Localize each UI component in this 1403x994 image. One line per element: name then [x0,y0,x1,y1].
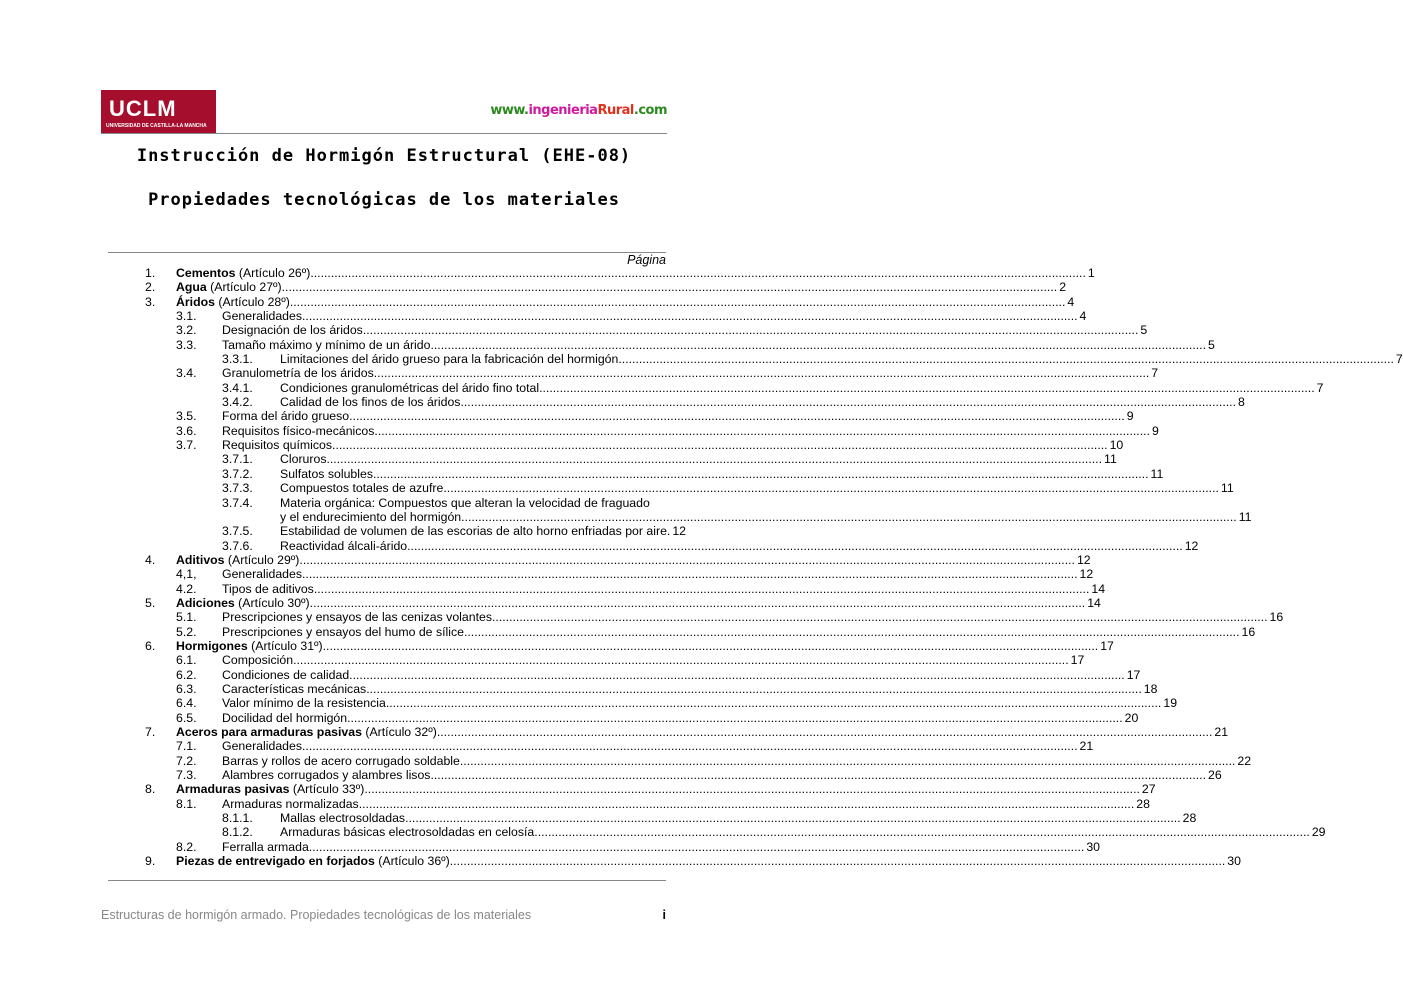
toc-entry[interactable] [145,796,1150,811]
toc-entry-page: 30 [1086,839,1101,854]
dot-leader [450,854,1226,868]
toc-entry-number: 3.4.1. [222,380,253,395]
toc-entry-number: 8.1. [176,796,197,811]
toc-entry-title: Características mecánicas [222,681,367,696]
toc-entry[interactable] [145,466,1164,481]
toc-entry[interactable] [145,854,1241,869]
toc-entry-title: Mallas electrosoldadas [280,811,406,826]
dot-leader [430,338,1206,352]
website-suffix: .com [633,103,667,118]
toc-entry-number: 7.3. [176,768,197,783]
toc-entry-number: 3.7.4. [222,495,253,510]
toc-entry[interactable] [145,337,1215,352]
toc-entry-number: 3.7.3. [222,481,253,496]
toc-entry-page: 10 [1109,438,1124,453]
dot-leader [539,381,1315,395]
dot-leader [323,639,1099,653]
toc-entry-title: Barras y rollos de acero corrugado soldable [222,753,460,768]
toc-entry[interactable] [145,409,1134,424]
toc-entry-number: 3.7.5. [222,524,253,539]
toc-entry[interactable] [145,567,1094,582]
table-of-contents [145,266,1403,869]
toc-entry[interactable] [145,681,1158,696]
toc-entry-number: 3.3.1. [222,352,253,367]
website-brand: Rural [597,103,634,118]
toc-entry-title: Valor mínimo de la resistencia [222,696,386,711]
toc-entry-page: 22 [1237,753,1252,768]
toc-entry[interactable] [145,309,1087,324]
dot-leader [534,825,1310,839]
toc-entry-title: Armaduras básicas electrosoldadas en celosía [280,825,535,840]
dot-leader [349,409,1125,423]
toc-entry[interactable] [145,366,1159,381]
toc-entry-title: Limitaciones del árido grueso para la fabricación del hormigón [280,352,619,367]
toc-entry-number: 3. [145,294,156,309]
toc-entry[interactable] [145,481,1234,496]
toc-entry-title: Calidad de los finos de los áridos [280,395,461,410]
dot-leader [366,682,1142,696]
toc-entry-page: 21 [1214,725,1229,739]
toc-entry-number: 6.2. [176,667,197,682]
toc-entry-number: 7. [145,725,156,739]
toc-entry-bold-title: Áridos [176,294,215,309]
toc-entry-number: 3.7.2. [222,466,253,481]
toc-entry-page: 9 [1151,423,1159,438]
toc-entry-number: 8.1.2. [222,825,253,840]
toc-entry-bold-title: Aditivos [176,552,225,567]
dot-leader [349,668,1125,682]
toc-entry[interactable] [145,323,1148,338]
toc-entry-page: 20 [1124,710,1139,725]
toc-entry-title: Estabilidad de volumen de las escorias de alto horno enfriadas por aire. [280,524,671,539]
toc-bottom-rule [108,880,666,881]
toc-entry-title: Requisitos químicos [222,438,333,453]
toc-entry[interactable] [145,782,1156,797]
dot-leader [464,625,1240,639]
toc-entry-page: 11 [1104,452,1117,467]
toc-entry-number: 5.2. [176,624,197,639]
toc-entry-number: 8. [145,782,156,797]
toc-entry-number: 6.3. [176,681,197,696]
toc-entry-title: Forma del árido grueso [222,409,350,424]
toc-entry[interactable] [145,595,1101,610]
toc-entry-number: 3.4.2. [222,395,253,410]
toc-entry-bold-title: Agua [176,280,207,295]
toc-entry-number: 3.4. [176,366,197,381]
toc-entry-number: 1. [145,266,156,280]
toc-entry-page: 12 [1079,567,1094,582]
toc-entry-number: 9. [145,854,156,869]
toc-entry[interactable] [145,496,667,510]
toc-entry[interactable] [145,811,1197,826]
dot-leader [359,797,1135,811]
website-prefix: www. [490,103,529,118]
toc-entry-page: 8 [1238,395,1245,410]
dot-leader [460,395,1236,409]
toc-entry-page: 12 [1076,552,1091,567]
toc-entry-title: Tipos de aditivos [222,581,314,596]
toc-entry-number: 3.2. [176,323,197,338]
toc-entry-page: 28 [1182,811,1197,826]
toc-entry-number: 3.7.6. [222,538,253,553]
toc-entry-page: 28 [1136,796,1150,811]
toc-entry[interactable] [145,710,1139,725]
dot-leader [443,481,1219,495]
toc-entry[interactable] [145,696,1178,711]
toc-entry-number: 2. [145,280,156,295]
toc-entry[interactable] [145,352,1403,367]
toc-entry-title: Condiciones granulométricas del árido fino total [280,380,540,395]
toc-entry[interactable] [145,423,1159,438]
toc-entry-title: Compuestos totales de azufre [280,481,444,496]
toc-entry-number: 3.7. [176,438,197,453]
toc-entry-title: Composición [222,653,294,668]
logo-subtext: UNIVERSIDAD DE CASTILLA-LA MANCHA [106,123,207,129]
toc-entry-bold-title: Aceros para armaduras pasivas [176,725,362,739]
document-subtitle: Propiedades tecnológicas de los materiales [148,190,620,210]
toc-entry[interactable] [145,667,1141,682]
toc-entry-page: 14 [1087,595,1101,610]
toc-entry[interactable] [145,552,1091,567]
toc-entry-number: 6.1. [176,653,197,668]
toc-entry-title: Armaduras normalizadas [222,796,359,811]
toc-entry-page: 12 [672,524,687,539]
website-mid: ingenieria [528,103,598,118]
dot-leader [461,510,1237,524]
toc-entry-title: Sulfatos solubles [280,466,373,481]
dot-leader [373,467,1149,481]
toc-entry-page: 11 [1150,466,1164,481]
toc-entry-bold-title: Cementos [176,266,236,280]
toc-entry-page: 19 [1163,696,1178,711]
toc-entry[interactable] [145,739,1094,754]
toc-entry[interactable] [145,839,1101,854]
dot-leader [302,567,1078,581]
dot-leader [492,610,1268,624]
dot-leader [310,596,1086,610]
dot-leader [302,739,1078,753]
dot-leader [374,424,1150,438]
toc-entry[interactable] [145,538,1199,553]
dot-leader [364,782,1140,796]
toc-entry-page: 11 [1220,481,1234,496]
dot-leader [374,366,1150,380]
toc-entry-page: 5 [1208,337,1215,352]
toc-entry-title: (Artículo 31º) [247,638,323,653]
dot-leader [437,725,1213,739]
toc-entry-title: (Artículo 33º) [289,782,365,797]
toc-entry-page: 9 [1126,409,1134,424]
toc-entry-title: Prescripciones y ensayos de las cenizas volantes [222,610,492,625]
toc-entry[interactable] [145,280,1067,295]
toc-entry-page: 5 [1140,323,1148,338]
toc-entry-page: 27 [1141,782,1156,797]
toc-entry-number: 6.5. [176,710,197,725]
toc-entry-number: 8.1.1. [222,811,253,826]
toc-entry-number: 3.3. [176,337,197,352]
dot-leader [326,452,1102,466]
dot-leader [363,323,1139,337]
toc-entry[interactable] [145,581,1106,596]
toc-entry-page: 17 [1126,667,1141,682]
toc-entry-page: 12 [1184,538,1199,553]
dot-leader [618,352,1394,366]
toc-entry-title: Materia orgánica: Compuestos que alteran la velocidad de fraguado [280,495,650,510]
toc-entry[interactable] [145,266,1095,280]
toc-entry-number: 4. [145,552,156,567]
toc-entry-page: 7 [1316,380,1324,395]
toc-entry-title: Granulometría de los áridos [222,366,374,381]
website-link[interactable] [490,103,667,118]
toc-entry[interactable] [145,753,1252,768]
toc-entry-title: Tamaño máximo y mínimo de un árido [222,337,431,352]
toc-entry[interactable] [145,509,1252,524]
dot-leader [299,553,1075,567]
dot-leader [302,309,1078,323]
page-number: i [662,908,666,922]
toc-entry-page: 16 [1269,610,1284,625]
toc-entry-title: (Artículo 29º) [224,552,300,567]
toc-entry-page: 7 [1395,352,1403,367]
footer-text: Estructuras de hormigón armado. Propiedades tecnológicas de los materiales [101,908,532,922]
toc-entry-title: Cloruros [280,452,327,467]
toc-entry[interactable] [145,524,687,539]
toc-entry-title: (Artículo 27º) [206,280,282,295]
toc-entry-title: Prescripciones y ensayos del humo de sílice [222,624,464,639]
toc-entry-page: 30 [1227,854,1241,869]
dot-leader [332,438,1108,452]
toc-entry-title: Ferralla armada [222,839,309,854]
uclm-logo [101,90,216,134]
dot-leader [314,582,1090,596]
toc-entry-number: 8.2. [176,839,197,854]
toc-entry-number: 7.2. [176,753,197,768]
toc-entry-page: 18 [1143,681,1158,696]
toc-entry-number: 4,1, [176,567,197,582]
toc-entry-page: 17 [1100,638,1114,653]
toc-entry[interactable] [145,610,1284,625]
dot-leader [405,811,1181,825]
toc-entry-page: 17 [1070,653,1085,668]
logo-text: UCLM [109,96,177,121]
toc-entry-title: (Artículo 26º) [235,266,311,280]
toc-entry-title: (Artículo 30º) [234,595,310,610]
toc-entry-bold-title: Armaduras pasivas [176,782,290,797]
toc-entry-title: Condiciones de calidad [222,667,350,682]
toc-entry[interactable] [145,638,1114,653]
toc-entry-number: 7.1. [176,739,197,754]
toc-entry-title: Generalidades [222,739,302,754]
toc-entry-bold-title: Adiciones [176,595,235,610]
toc-entry-title: Generalidades [222,309,302,324]
dot-leader [347,711,1123,725]
toc-entry-number: 3.6. [176,423,197,438]
toc-entry-number: 3.7.1. [222,452,253,467]
toc-entry-page: 26 [1208,768,1222,783]
document-title: Instrucción de Hormigón Estructural (EHE-08) [136,146,632,166]
dot-leader [309,840,1085,854]
toc-entry-number: 4.2. [176,581,197,596]
toc-entry-bold-title: Piezas de entrevigado en forjados [176,854,375,869]
dot-leader [290,295,1066,309]
toc-entry-number: 6. [145,638,156,653]
toc-entry-page [665,496,667,510]
toc-entry-number: 3.1. [176,309,197,324]
toc-entry-page: 29 [1311,825,1326,840]
page-column-label: Página [627,253,666,267]
toc-entry-title: Generalidades [222,567,302,582]
toc-entry-number: 6.4. [176,696,197,711]
toc-entry[interactable] [145,294,1075,309]
dot-leader [310,266,1086,280]
toc-entry-page: 2 [1059,280,1067,295]
dot-leader [460,754,1236,768]
toc-top-rule [108,252,666,253]
toc-entry-title: (Artículo 36º) [374,854,450,869]
toc-entry-page: 1 [1087,266,1095,280]
toc-entry-number: 5. [145,595,156,610]
toc-entry[interactable] [145,395,1245,410]
toc-entry-bold-title: Hormigones [176,638,248,653]
toc-entry-title: y el endurecimiento del hormigón [280,509,462,524]
toc-entry-title: Designación de los áridos [222,323,363,338]
dot-leader [650,496,665,510]
toc-entry[interactable] [145,725,1229,739]
header-divider [101,133,667,134]
toc-entry-title: Alambres corrugados y alambres lisos [222,768,431,783]
toc-entry[interactable] [145,438,1124,453]
toc-entry-page: 16 [1241,624,1256,639]
toc-entry-page: 21 [1079,739,1094,754]
dot-leader [430,768,1206,782]
dot-leader [386,696,1162,710]
dot-leader [407,539,1183,553]
toc-entry-number: 3.5. [176,409,197,424]
toc-entry-page: 4 [1079,309,1087,324]
toc-entry-title: (Artículo 32º) [361,725,437,739]
toc-entry-title: Reactividad álcali-árido [280,538,408,553]
toc-entry[interactable] [145,768,1222,783]
toc-entry[interactable] [145,653,1085,668]
toc-entry-number: 5.1. [176,610,197,625]
toc-entry-page: 14 [1091,581,1106,596]
toc-entry-page: 11 [1238,509,1252,524]
toc-entry[interactable] [145,452,1117,467]
toc-entry[interactable] [145,624,1256,639]
toc-entry-page: 4 [1067,294,1075,309]
dot-leader [282,280,1058,294]
toc-entry[interactable] [145,825,1326,840]
toc-entry-title: (Artículo 28º) [214,294,290,309]
dot-leader [293,653,1069,667]
toc-entry-page: 7 [1151,366,1159,381]
toc-entry[interactable] [145,380,1324,395]
toc-entry-title: Docilidad del hormigón [222,710,348,725]
toc-entry-title: Requisitos físico-mecánicos [222,423,375,438]
